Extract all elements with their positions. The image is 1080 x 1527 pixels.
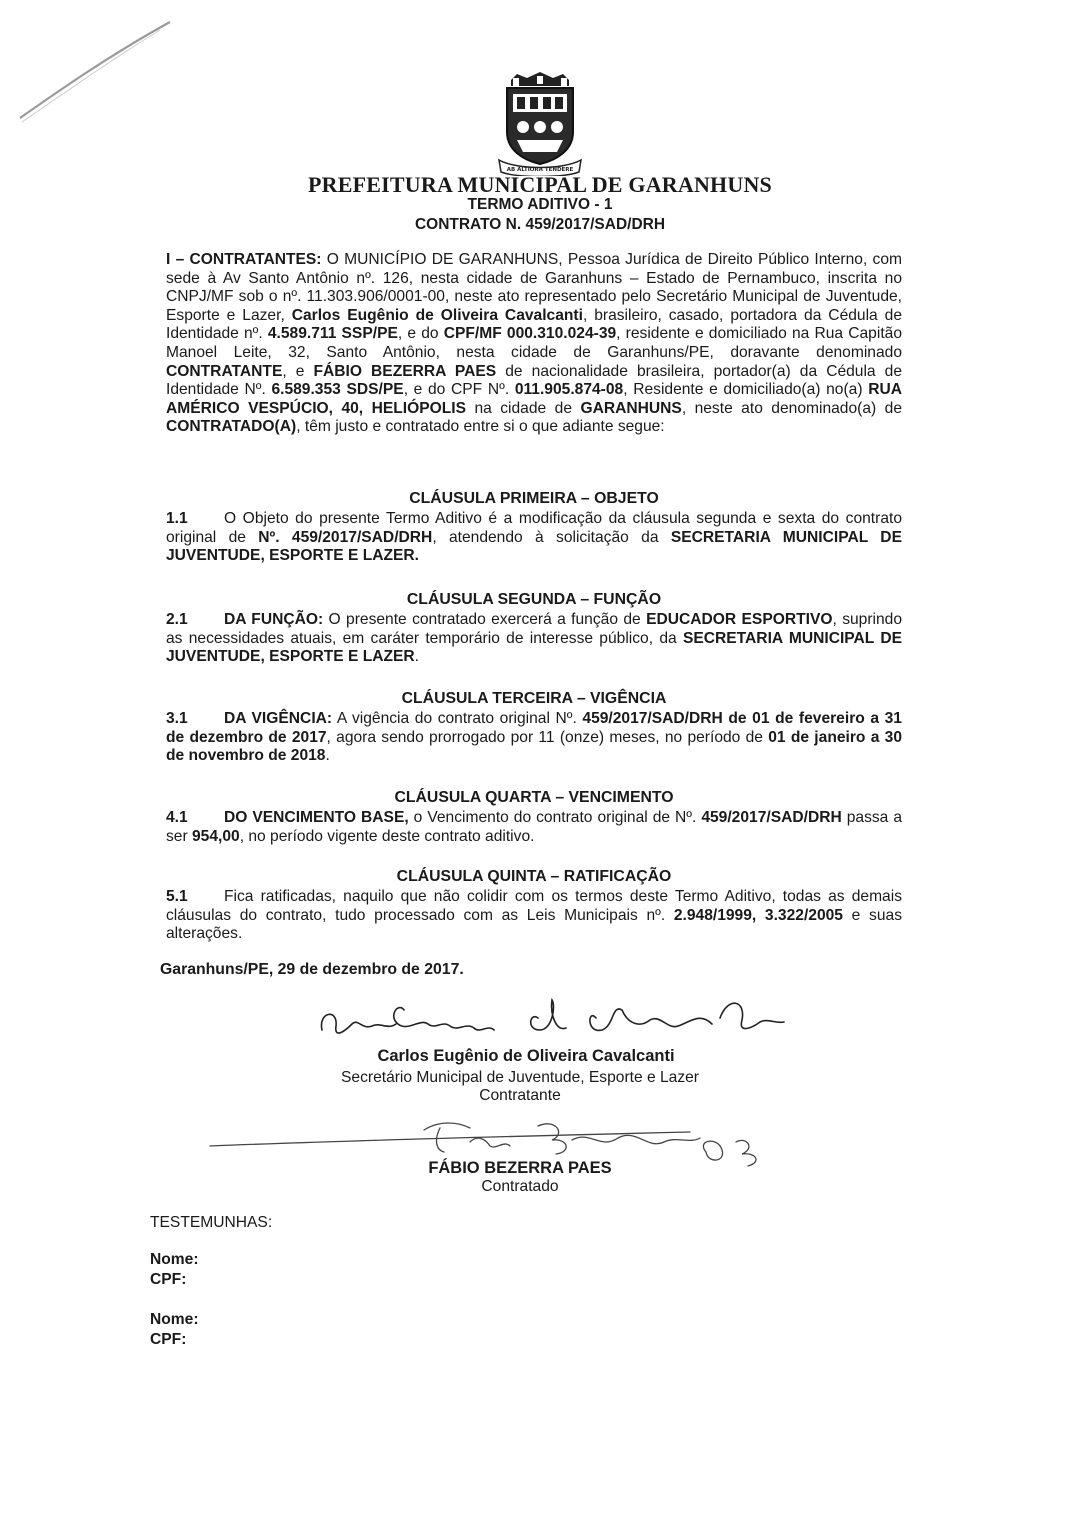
witnesses-heading: TESTEMUNHAS: <box>150 1214 273 1231</box>
clause-1-title: CLÁUSULA PRIMEIRA – OBJETO <box>409 490 659 507</box>
clause-4-body: 4.1 DO VENCIMENTO BASE, o Vencimento do contrato original de Nº. 459/2017/SAD/DRH passa a ser 954,00, no período vigente deste contrato aditivo. <box>166 809 902 845</box>
contratante-label: Contratante <box>479 1087 561 1104</box>
crest-motto: AB ALTIORA TENDERE <box>506 167 574 173</box>
contracting-parties-paragraph: I – CONTRATANTES: O MUNICÍPIO DE GARANHUNS, Pessoa Jurídica de Direito Público Interno, com sede à Av Santo Antônio nº. 126, nesta cidade de Garanhuns – Estado de Pernambuco, inscrita no CNPJ/MF sob o nº. 11.303.906/0001-00, neste ato representado pelo Secretário Municipal de Juventude, Esporte e Lazer, Carlos Eugênio de Oliveira Cavalcanti, brasileiro, casado, portadora da Cédula de Identidade nº. 4.589.711 SSP/PE, e do CPF/MF 000.310.024-39, residente e domiciliado na Rua Capitão Manoel Leite, 32, Santo Antônio, nesta cidade de Garanhuns/PE, doravante denominado CONTRATANTE, e FÁBIO BEZERRA PAES de nacionalidade brasileira, portador(a) da Cédula de Identidade Nº. 6.589.353 SDS/PE, e do CPF Nº. 011.905.874-08, Residente e domiciliado(a) no(a) RUA AMÉRICO VESPÚCIO, 40, HELIÓPOLIS na cidade de GARANHUNS, neste ato denominado(a) de CONTRATADO(A), têm justo e contratado entre si o que adiante segue: <box>166 251 903 436</box>
clause-3-body: 3.1 DA VIGÊNCIA: A vigência do contrato original Nº. 459/2017/SAD/DRH de 01 de fevereiro a 31 de dezembro de 2017, agora sendo prorrogado por 11 (onze) meses, no período de 01 de janeiro a 30 de novembro de 2018. <box>166 710 902 765</box>
contratado-label: Contratado <box>481 1178 559 1195</box>
clause-2-title: CLÁUSULA SEGUNDA – FUNÇÃO <box>406 591 662 608</box>
clause-1-body: 1.1 O Objeto do presente Termo Aditivo é a modificação da cláusula segunda e sexta do contrato original de Nº. 459/2017/SAD/DRH, atendendo à solicitação da SECRETARIA MUNICIPAL DE JUVENTUDE, ESPORTE E LAZER. <box>166 510 902 565</box>
witness-2-name-label: Nome: <box>150 1311 199 1328</box>
contratado-name: FÁBIO BEZERRA PAES <box>428 1159 612 1177</box>
document-subtitle: TERMO ADITIVO - 1 <box>467 196 613 213</box>
clause-5-title: CLÁUSULA QUINTA – RATIFICAÇÃO <box>396 868 672 885</box>
clause-3-number: 3.1 <box>166 710 188 727</box>
clause-4-number: 4.1 <box>166 809 188 826</box>
contratante-name: Carlos Eugênio de Oliveira Cavalcanti <box>377 1047 675 1065</box>
clause-2-body: 2.1 DA FUNÇÃO: O presente contratado exercerá a função de EDUCADOR ESPORTIVO, suprindo as necessidades atuais, em caráter temporário de interesse público, da SECRETARIA MUNICIPAL DE JUVENTUDE, ESPORTE E LAZER. <box>166 611 903 666</box>
clause-5-number: 5.1 <box>166 888 188 905</box>
clause-4-title: CLÁUSULA QUARTA – VENCIMENTO <box>394 789 674 806</box>
clause-3-title: CLÁUSULA TERCEIRA – VIGÊNCIA <box>401 690 667 707</box>
clause-1-number: 1.1 <box>166 510 188 527</box>
document-title: PREFEITURA MUNICIPAL DE GARANHUNS <box>308 172 772 197</box>
contratante-signature-scribble <box>321 1000 784 1033</box>
contratante-role: Secretário Municipal de Juventude, Esporte e Lazer <box>341 1069 699 1086</box>
intro-lead: I – CONTRATANTES: <box>166 251 322 268</box>
clause-5-body: 5.1 Fica ratificadas, naquilo que não colidir com os termos deste Termo Aditivo, todas as demais cláusulas do contrato, tudo processado com as Leis Municipais nº. 2.948/1999, 3.322/2005 e suas alterações. <box>166 888 902 943</box>
witness-1-cpf-label: CPF: <box>150 1271 187 1288</box>
clause-2-number: 2.1 <box>166 611 188 628</box>
contract-number: CONTRATO N. 459/2017/SAD/DRH <box>414 216 666 233</box>
witness-1-name-label: Nome: <box>150 1251 199 1268</box>
witness-2-cpf-label: CPF: <box>150 1331 187 1348</box>
signing-date: Garanhuns/PE, 29 de dezembro de 2017. <box>160 961 464 978</box>
